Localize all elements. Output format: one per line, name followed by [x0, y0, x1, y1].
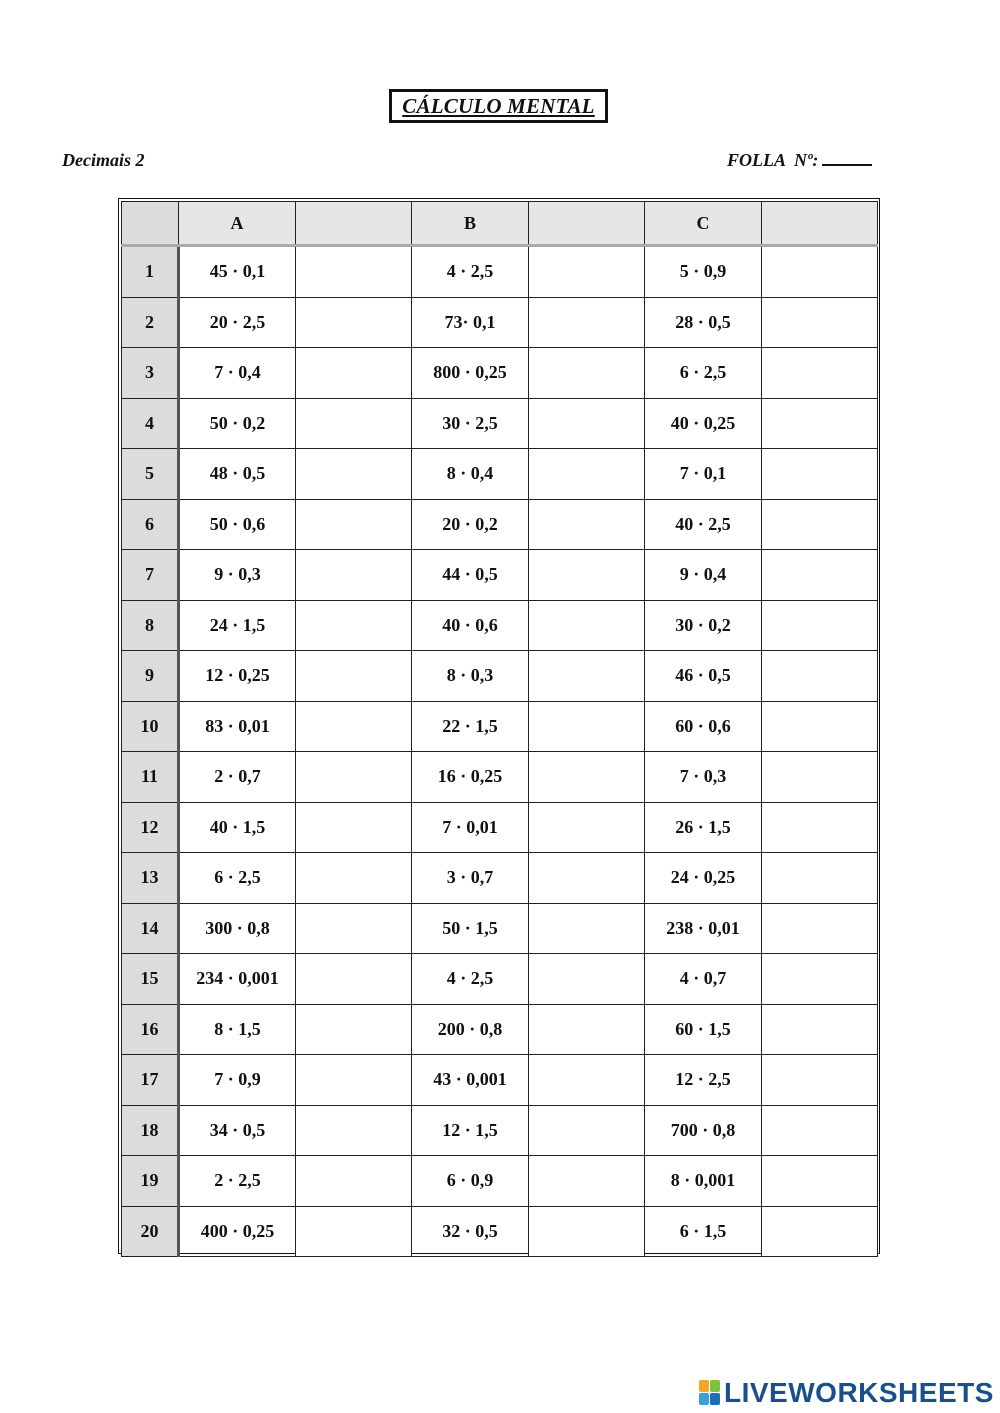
answer-a[interactable]: [296, 297, 412, 348]
table-body: [122, 246, 878, 1257]
table-row: [122, 651, 878, 702]
row-number: 9: [122, 651, 179, 702]
expression-a: 48 · 0,5: [179, 449, 296, 500]
table-row: [122, 600, 878, 651]
table-row: [122, 499, 878, 550]
answer-a[interactable]: [296, 449, 412, 500]
answer-a[interactable]: [296, 600, 412, 651]
answer-b[interactable]: [529, 954, 645, 1005]
answer-c[interactable]: [762, 398, 878, 449]
expression-b: 4 · 2,5: [412, 954, 529, 1005]
answer-a[interactable]: [296, 903, 412, 954]
expression-c: 60 · 1,5: [645, 1004, 762, 1055]
expression-b: 12 · 1,5: [412, 1105, 529, 1156]
answer-c[interactable]: [762, 499, 878, 550]
answer-b[interactable]: [529, 651, 645, 702]
expression-c: 26 · 1,5: [645, 802, 762, 853]
expression-b: 4 · 2,5: [412, 246, 529, 298]
table-row: [122, 398, 878, 449]
expression-c: 4 · 0,7: [645, 954, 762, 1005]
row-number: 8: [122, 600, 179, 651]
expression-b: 40 · 0,6: [412, 600, 529, 651]
row-number: 13: [122, 853, 179, 904]
answer-c[interactable]: [762, 903, 878, 954]
sheet-number-blank[interactable]: [822, 150, 872, 166]
answer-c[interactable]: [762, 449, 878, 500]
sheet-number-label: FOLLA Nº:: [727, 150, 819, 170]
table-row: [122, 246, 878, 298]
calculation-table: [121, 201, 878, 1257]
answer-a[interactable]: [296, 246, 412, 298]
column-header-a: A: [179, 202, 296, 246]
answer-c[interactable]: [762, 752, 878, 803]
table-row: [122, 1206, 878, 1257]
expression-c: 40 · 2,5: [645, 499, 762, 550]
answer-c[interactable]: [762, 348, 878, 399]
answer-a[interactable]: [296, 853, 412, 904]
expression-b: 50 · 1,5: [412, 903, 529, 954]
table-row: [122, 903, 878, 954]
row-number: 4: [122, 398, 179, 449]
expression-b: 6 · 0,9: [412, 1156, 529, 1207]
table-row: [122, 802, 878, 853]
expression-a: 2 · 0,7: [179, 752, 296, 803]
expression-b: 800 · 0,25: [412, 348, 529, 399]
answer-a[interactable]: [296, 954, 412, 1005]
answer-a[interactable]: [296, 499, 412, 550]
worksheet-subtitle: Decimais 2: [62, 150, 145, 170]
answer-a[interactable]: [296, 550, 412, 601]
corner-cell: [122, 202, 179, 246]
table-row: [122, 853, 878, 904]
answer-b[interactable]: [529, 297, 645, 348]
page-title: CÁLCULO MENTAL: [389, 89, 608, 123]
answer-b[interactable]: [529, 701, 645, 752]
answer-b[interactable]: [529, 1055, 645, 1106]
answer-b[interactable]: [529, 449, 645, 500]
expression-b: 3 · 0,7: [412, 853, 529, 904]
sheet-number: [727, 150, 872, 171]
expression-b: 200 · 0,8: [412, 1004, 529, 1055]
answer-c[interactable]: [762, 802, 878, 853]
answer-a[interactable]: [296, 1156, 412, 1207]
row-number: 19: [122, 1156, 179, 1207]
answer-c[interactable]: [762, 853, 878, 904]
answer-c[interactable]: [762, 550, 878, 601]
expression-b: 7 · 0,01: [412, 802, 529, 853]
liveworksheets-logo-icon: [699, 1380, 721, 1406]
expression-c: 9 · 0,4: [645, 550, 762, 601]
expression-a: 300 · 0,8: [179, 903, 296, 954]
answer-a[interactable]: [296, 348, 412, 399]
answer-b[interactable]: [529, 550, 645, 601]
expression-c: 30 · 0,2: [645, 600, 762, 651]
table-row: [122, 954, 878, 1005]
row-number: 5: [122, 449, 179, 500]
answer-c[interactable]: [762, 600, 878, 651]
table-row: [122, 449, 878, 500]
answer-c[interactable]: [762, 954, 878, 1005]
expression-c: 238 · 0,01: [645, 903, 762, 954]
answer-b[interactable]: [529, 1156, 645, 1207]
expression-a: 34 · 0,5: [179, 1105, 296, 1156]
row-number: 2: [122, 297, 179, 348]
answer-a[interactable]: [296, 1105, 412, 1156]
expression-c: 5 · 0,9: [645, 246, 762, 298]
row-number: 16: [122, 1004, 179, 1055]
calculation-sheet: [118, 198, 880, 1254]
expression-c: 700 · 0,8: [645, 1105, 762, 1156]
expression-a: 83 · 0,01: [179, 701, 296, 752]
answer-a[interactable]: [296, 1055, 412, 1106]
answer-c[interactable]: [762, 1156, 878, 1207]
answer-b[interactable]: [529, 1004, 645, 1055]
answer-b[interactable]: [529, 752, 645, 803]
expression-a: 9 · 0,3: [179, 550, 296, 601]
expression-a: 234 · 0,001: [179, 954, 296, 1005]
expression-a: 7 · 0,9: [179, 1055, 296, 1106]
answer-a[interactable]: [296, 701, 412, 752]
row-number: 18: [122, 1105, 179, 1156]
answer-b[interactable]: [529, 1206, 645, 1257]
table-row: [122, 1105, 878, 1156]
row-number: 11: [122, 752, 179, 803]
answer-c[interactable]: [762, 1105, 878, 1156]
liveworksheets-logo: [699, 1377, 994, 1409]
answer-b[interactable]: [529, 600, 645, 651]
table-row: [122, 348, 878, 399]
answer-b[interactable]: [529, 246, 645, 298]
expression-c: 46 · 0,5: [645, 651, 762, 702]
expression-c: 12 · 2,5: [645, 1055, 762, 1106]
row-number: 1: [122, 246, 179, 298]
expression-a: 45 · 0,1: [179, 246, 296, 298]
answer-a[interactable]: [296, 1004, 412, 1055]
table-row: [122, 550, 878, 601]
expression-b: 20 · 0,2: [412, 499, 529, 550]
answer-c[interactable]: [762, 246, 878, 298]
expression-c: 24 · 0,25: [645, 853, 762, 904]
expression-b: 44 · 0,5: [412, 550, 529, 601]
expression-b: 22 · 1,5: [412, 701, 529, 752]
expression-b: 43 · 0,001: [412, 1055, 529, 1106]
expression-a: 6 · 2,5: [179, 853, 296, 904]
table-row: [122, 752, 878, 803]
expression-c: 8 · 0,001: [645, 1156, 762, 1207]
answer-b[interactable]: [529, 1105, 645, 1156]
answer-a[interactable]: [296, 651, 412, 702]
answer-c[interactable]: [762, 297, 878, 348]
expression-a: 50 · 0,6: [179, 499, 296, 550]
column-header-c-answer: [762, 202, 878, 246]
expression-a: 40 · 1,5: [179, 802, 296, 853]
table-row: [122, 1156, 878, 1207]
answer-c[interactable]: [762, 1004, 878, 1055]
column-header-b: B: [412, 202, 529, 246]
expression-b: 32 · 0,5: [412, 1206, 529, 1257]
expression-a: 400 · 0,25: [179, 1206, 296, 1257]
expression-a: 50 · 0,2: [179, 398, 296, 449]
expression-c: 7 · 0,3: [645, 752, 762, 803]
table-row: [122, 297, 878, 348]
expression-a: 12 · 0,25: [179, 651, 296, 702]
answer-c[interactable]: [762, 701, 878, 752]
answer-c[interactable]: [762, 1055, 878, 1106]
expression-c: 6 · 1,5: [645, 1206, 762, 1257]
column-header-b-answer: [529, 202, 645, 246]
column-header-a-answer: [296, 202, 412, 246]
answer-b[interactable]: [529, 499, 645, 550]
row-number: 14: [122, 903, 179, 954]
row-number: 20: [122, 1206, 179, 1257]
answer-b[interactable]: [529, 853, 645, 904]
expression-c: 28 · 0,5: [645, 297, 762, 348]
expression-b: 8 · 0,3: [412, 651, 529, 702]
answer-c[interactable]: [762, 1206, 878, 1257]
row-number: 3: [122, 348, 179, 399]
expression-a: 7 · 0,4: [179, 348, 296, 399]
expression-c: 40 · 0,25: [645, 398, 762, 449]
answer-b[interactable]: [529, 348, 645, 399]
expression-a: 8 · 1,5: [179, 1004, 296, 1055]
answer-b[interactable]: [529, 802, 645, 853]
row-number: 7: [122, 550, 179, 601]
expression-a: 24 · 1,5: [179, 600, 296, 651]
expression-c: 60 · 0,6: [645, 701, 762, 752]
logo-text: LIVEWORKSHEETS: [724, 1377, 994, 1408]
answer-c[interactable]: [762, 651, 878, 702]
expression-b: 73· 0,1: [412, 297, 529, 348]
expression-b: 30 · 2,5: [412, 398, 529, 449]
expression-c: 6 · 2,5: [645, 348, 762, 399]
expression-c: 7 · 0,1: [645, 449, 762, 500]
table-row: [122, 1055, 878, 1106]
answer-a[interactable]: [296, 398, 412, 449]
column-header-c: C: [645, 202, 762, 246]
row-number: 15: [122, 954, 179, 1005]
header-row: [122, 202, 878, 246]
expression-a: 20 · 2,5: [179, 297, 296, 348]
answer-b[interactable]: [529, 398, 645, 449]
answer-a[interactable]: [296, 802, 412, 853]
table-row: [122, 701, 878, 752]
expression-b: 16 · 0,25: [412, 752, 529, 803]
row-number: 10: [122, 701, 179, 752]
expression-b: 8 · 0,4: [412, 449, 529, 500]
answer-a[interactable]: [296, 1206, 412, 1257]
row-number: 17: [122, 1055, 179, 1106]
row-number: 6: [122, 499, 179, 550]
answer-b[interactable]: [529, 903, 645, 954]
table-row: [122, 1004, 878, 1055]
expression-a: 2 · 2,5: [179, 1156, 296, 1207]
answer-a[interactable]: [296, 752, 412, 803]
row-number: 12: [122, 802, 179, 853]
